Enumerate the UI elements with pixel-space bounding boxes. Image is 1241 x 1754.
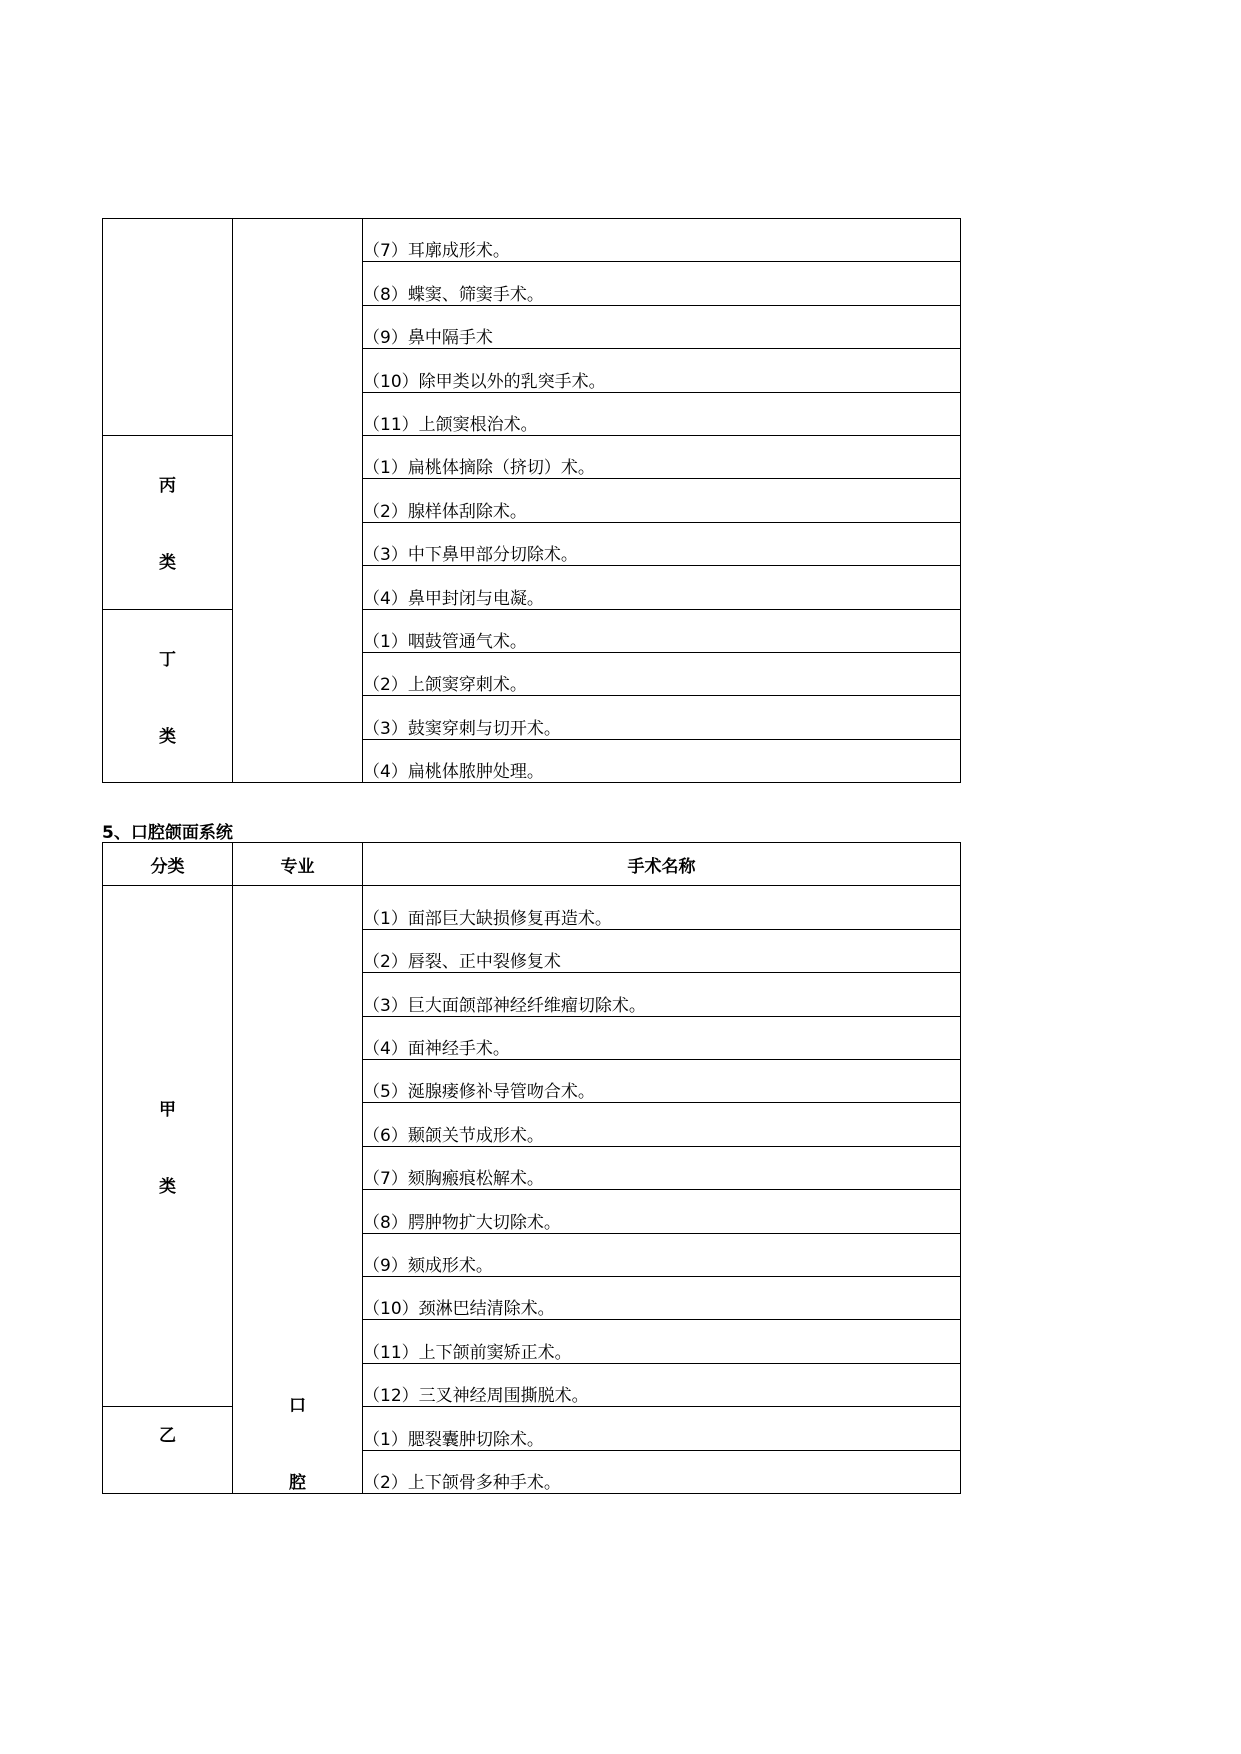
- surgery-item: （3）中下鼻甲部分切除术。: [363, 522, 961, 565]
- surgery-item: （2）唇裂、正中裂修复术: [363, 929, 961, 972]
- surgery-item: （8）腭肿物扩大切除术。: [363, 1190, 961, 1233]
- surgery-item: （1）腮裂囊肿切除术。: [363, 1407, 961, 1451]
- surgery-item: （2）上下颌骨多种手术。: [363, 1451, 961, 1494]
- oral-surgery-table: [102, 842, 961, 1494]
- surgery-item: （4）鼻甲封闭与电凝。: [363, 566, 961, 609]
- surgery-item: （8）蝶窦、筛窦手术。: [363, 262, 961, 305]
- surgery-item: （1）扁桃体摘除（挤切）术。: [363, 435, 961, 478]
- surgery-item: （9）颏成形术。: [363, 1233, 961, 1276]
- surgery-item: （1）面部巨大缺损修复再造术。: [363, 886, 961, 929]
- category-char: 类: [159, 1177, 176, 1198]
- category-char: 类: [159, 726, 176, 747]
- surgery-item: （12）三叉神经周围撕脱术。: [363, 1363, 961, 1406]
- surgery-item: （4）面神经手术。: [363, 1016, 961, 1059]
- surgery-item: （4）扁桃体脓肿处理。: [363, 739, 961, 782]
- specialty-char: 腔: [289, 1473, 306, 1494]
- surgery-item: （11）上颌窦根治术。: [363, 392, 961, 435]
- surgery-item: （3）巨大面颌部神经纤维瘤切除术。: [363, 973, 961, 1016]
- category-cell-bing: [103, 435, 233, 609]
- specialty-char: 口: [289, 1396, 306, 1417]
- header-surgery-name: 手术名称: [363, 843, 961, 886]
- category-char: 丙: [159, 476, 176, 497]
- category-char: 乙: [159, 1426, 176, 1447]
- surgery-item: （7）耳廓成形术。: [363, 219, 961, 262]
- surgery-item: （6）颞颌关节成形术。: [363, 1103, 961, 1146]
- category-cell-ding: [103, 609, 233, 783]
- category-cell-yi: [103, 1407, 233, 1494]
- surgery-item: （11）上下颌前窦矫正术。: [363, 1320, 961, 1363]
- surgery-item: （2）腺样体刮除术。: [363, 479, 961, 522]
- surgery-table-continued: [102, 218, 961, 783]
- surgery-item: （9）鼻中隔手术: [363, 305, 961, 348]
- category-char: 丁: [159, 649, 176, 670]
- section-title: 5、口腔颌面系统: [102, 823, 233, 843]
- surgery-item: （10）除甲类以外的乳突手术。: [363, 349, 961, 392]
- surgery-item: （2）上颌窦穿刺术。: [363, 652, 961, 695]
- specialty-cell: [233, 886, 363, 1494]
- surgery-item: （1）咽鼓管通气术。: [363, 609, 961, 652]
- category-char: 类: [159, 553, 176, 574]
- header-category: 分类: [103, 843, 233, 886]
- category-cell-empty: [103, 219, 233, 436]
- category-cell-jia: [103, 886, 233, 1407]
- category-char: 甲: [159, 1100, 176, 1121]
- surgery-item: （3）鼓窦穿刺与切开术。: [363, 696, 961, 739]
- surgery-item: （10）颈淋巴结清除术。: [363, 1276, 961, 1319]
- header-specialty: 专业: [233, 843, 363, 886]
- surgery-item: （5）涎腺瘘修补导管吻合术。: [363, 1059, 961, 1102]
- specialty-cell-empty: [233, 219, 363, 783]
- surgery-item: （7）颏胸瘢痕松解术。: [363, 1146, 961, 1189]
